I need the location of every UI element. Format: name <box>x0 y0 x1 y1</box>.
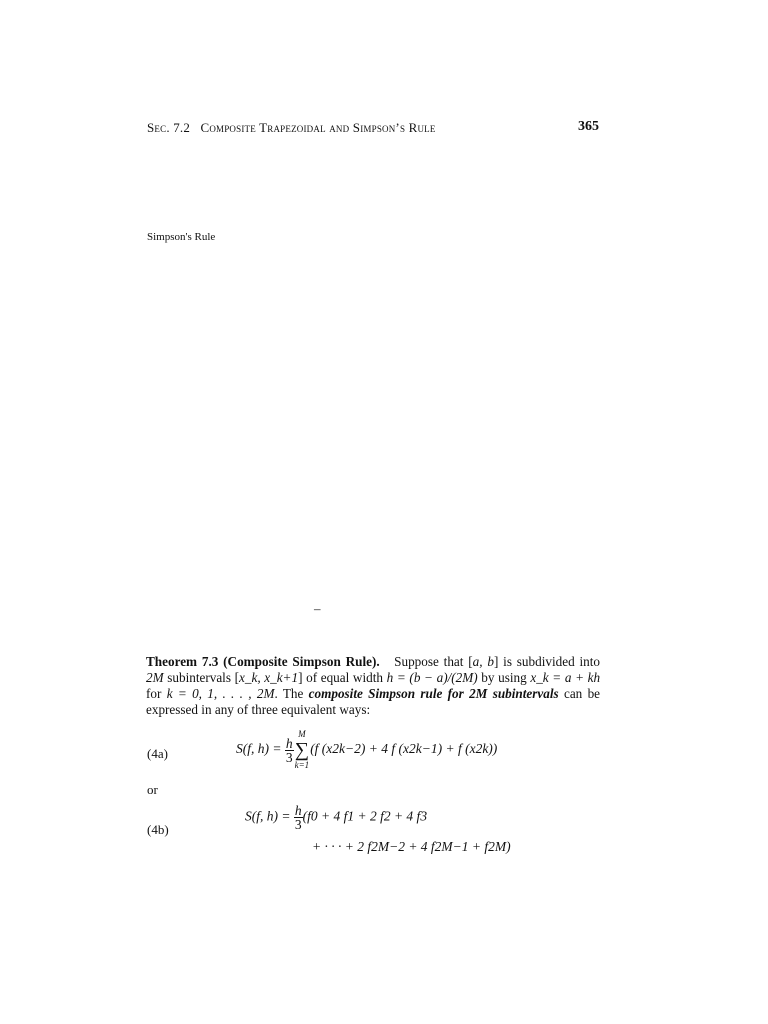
theorem-text: can be expressed in any of three equivalent ways: <box>146 686 601 717</box>
equation-4b-line2: + · · · + 2 f2M−2 + 4 f2M−1 + f2M) <box>312 839 511 854</box>
equation-4b-line1 <box>245 804 427 831</box>
math-xk: x_k = a + kh <box>530 670 601 685</box>
equation-label-4a: (4a) <box>147 746 168 761</box>
dash-mark: – <box>314 601 321 616</box>
figure-label: Simpson's Rule <box>147 231 216 243</box>
math-2m: 2M <box>146 670 164 685</box>
theorem-emphasis: composite Simpson rule for 2M subintervals <box>308 686 559 701</box>
math-k: k = 0, 1, . . . , 2M <box>166 686 275 701</box>
theorem-text: ] is subdivided into <box>493 654 600 669</box>
math-interval: x_k, x_k+1 <box>239 670 299 685</box>
theorem-text: for <box>146 686 162 701</box>
theorem-text: subintervals [ <box>167 670 240 685</box>
section-title: Composite Trapezoidal and Simpson’s Rule <box>200 120 436 135</box>
eq4a-frac-num: h <box>285 735 293 751</box>
math-h: h = (b − a)/(2M) <box>386 670 478 685</box>
sum-upper-limit: M <box>298 729 306 739</box>
section-number: Sec. 7.2 <box>147 120 191 135</box>
eq4b-frac-num: h <box>294 803 302 818</box>
math-ab: a, b <box>472 654 494 669</box>
eq4b-lhs: S(f, h) = <box>245 808 291 824</box>
theorem-text: ] of equal width <box>298 670 383 685</box>
page-number: 365 <box>578 119 599 134</box>
theorem-paragraph <box>146 654 600 718</box>
summation-sign <box>295 729 310 771</box>
running-head <box>147 120 436 136</box>
sigma-icon: ∑ <box>294 739 310 761</box>
eq4a-lhs: S(f, h) = <box>236 741 282 757</box>
equation-label-4b: (4b) <box>147 822 169 837</box>
theorem-text: by using <box>481 670 527 685</box>
eq4a-frac-den: 3 <box>285 749 293 765</box>
equation-4a <box>236 729 497 771</box>
theorem-heading: Theorem 7.3 (Composite Simpson Rule). <box>146 654 380 669</box>
eq4b-line1-text: (f0 + 4 f1 + 2 f2 + 4 f3 <box>302 808 428 824</box>
eq4b-frac-den: 3 <box>294 817 302 832</box>
or-connector: or <box>147 782 158 797</box>
eq4a-fraction <box>285 737 294 764</box>
eq4b-fraction <box>294 804 303 831</box>
theorem-text: Suppose that [ <box>394 654 473 669</box>
theorem-text: . The <box>274 686 304 701</box>
sum-lower-limit: k=1 <box>294 760 310 770</box>
eq4a-body: (f (x2k−2) + 4 f (x2k−1) + f (x2k)) <box>310 741 498 757</box>
